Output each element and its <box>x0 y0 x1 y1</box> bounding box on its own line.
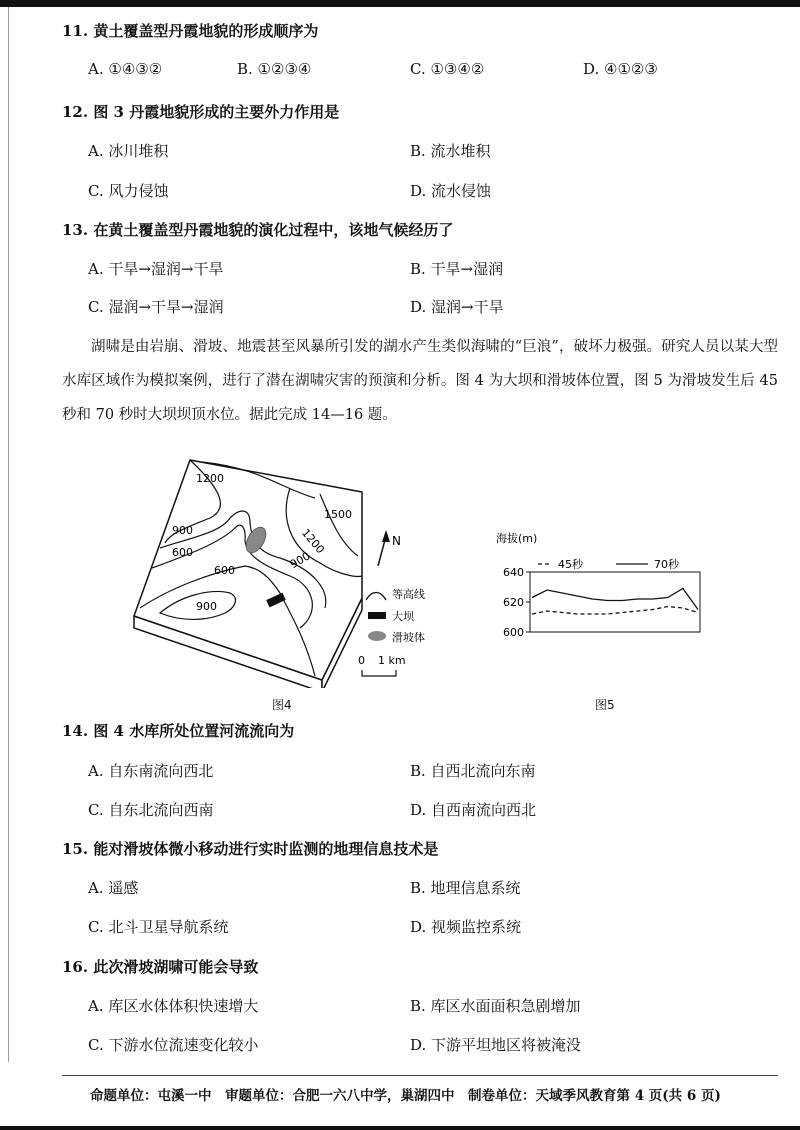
figure-4-caption: 图4 <box>272 698 292 712</box>
q16-option-b: B. 库区水面面积急剧增加 <box>410 997 581 1015</box>
legend-contour-label: 等高线 <box>392 588 425 601</box>
footer-divider <box>62 1075 778 1076</box>
scale-bar <box>362 670 396 676</box>
chart-plot-area <box>503 566 700 639</box>
legend-contour-symbol <box>366 593 386 601</box>
q14-option-b: B. 自西北流向东南 <box>410 762 536 780</box>
left-margin-line <box>8 7 9 1062</box>
legend-landslide-label: 滑坡体 <box>392 631 425 644</box>
q14-option-c: C. 自东北流向西南 <box>88 801 214 819</box>
q12-option-a: A. 冰川堆积 <box>88 142 169 160</box>
q15-stem: 15. 能对滑坡体微小移动进行实时监测的地理信息技术是 <box>62 840 439 858</box>
q12-option-b: B. 流水堆积 <box>410 142 491 160</box>
y-tick-label: 640 <box>503 566 524 579</box>
q16-stem: 16. 此次滑坡湖啸可能会导致 <box>62 958 259 976</box>
q11-option-d: D. ④①②③ <box>583 60 658 78</box>
q12-stem: 12. 图 3 丹霞地貌形成的主要外力作用是 <box>62 103 340 121</box>
legend-dam-label: 大坝 <box>392 610 414 623</box>
q16-option-d: D. 下游平坦地区将被淹没 <box>410 1036 582 1054</box>
figure-4-map <box>130 448 470 688</box>
top-border <box>0 0 800 7</box>
y-tick-label: 600 <box>503 626 524 639</box>
chart-frame <box>530 572 700 632</box>
q15-option-a: A. 遥感 <box>88 879 139 897</box>
contour-label: 1200 <box>298 526 327 557</box>
q14-option-d: D. 自西南流向西北 <box>410 801 537 819</box>
passage-text: 湖啸是由岩崩、滑坡、地震甚至风暴所引发的湖水产生类似海啸的“巨浪”，破坏力极强。研究人员以某大型水库区域作为模拟案例，进行了潜在湖啸灾害的预演和分析。图 4 为大坝和滑坡体位置，图 5 为滑坡发生后 45 秒和 70 秒时大坝坝顶水位。据此完成 14—16 题。 <box>62 339 778 423</box>
q11-option-a: A. ①④③② <box>88 60 163 78</box>
north-label: N <box>392 534 401 548</box>
scale-distance: 1 km <box>378 654 406 667</box>
footer-text: 命题单位：屯溪一中 审题单位：合肥一六八中学，巢湖四中 制卷单位：天域季风教育第 4 页(共 6 页) <box>90 1088 721 1104</box>
bottom-border <box>0 1126 800 1130</box>
q16-option-a: A. 库区水体体积快速增大 <box>88 997 259 1015</box>
q12-option-c: C. 风力侵蚀 <box>88 182 169 200</box>
contour-label: 900 <box>172 524 193 537</box>
contour-label: 900 <box>196 600 217 613</box>
q14-option-a: A. 自东南流向西北 <box>88 762 214 780</box>
scale-zero: 0 <box>358 654 365 667</box>
contour-label: 1200 <box>196 472 224 485</box>
q13-option-a: A. 干旱→湿润→干旱 <box>88 260 224 278</box>
legend-45s-label: 45秒 <box>558 558 583 571</box>
contour-label: 1500 <box>324 508 352 521</box>
q13-option-b: B. 干旱→湿润 <box>410 260 504 278</box>
q15-option-c: C. 北斗卫星导航系统 <box>88 918 229 936</box>
q15-option-d: D. 视频监控系统 <box>410 918 522 936</box>
legend-dam-symbol <box>368 612 386 619</box>
q13-option-d: D. 湿润→干旱 <box>410 298 504 316</box>
figure-5-caption: 图5 <box>595 698 615 712</box>
contour-label: 900 <box>287 549 313 572</box>
q12-option-d: D. 流水侵蚀 <box>410 182 492 200</box>
q11-stem: 11. 黄土覆盖型丹霞地貌的形成顺序为 <box>62 22 319 40</box>
q13-stem: 13. 在黄土覆盖型丹霞地貌的演化过程中，该地气候经历了 <box>62 221 454 239</box>
q15-option-b: B. 地理信息系统 <box>410 879 521 897</box>
q16-option-c: C. 下游水位流速变化较小 <box>88 1036 259 1054</box>
legend-landslide-symbol <box>368 631 386 641</box>
q11-option-b: B. ①②③④ <box>237 60 312 78</box>
figure-5-chart <box>486 528 708 646</box>
legend-70s-label: 70秒 <box>654 558 679 571</box>
chart-y-label: 海拔(m) <box>496 532 538 545</box>
y-tick-label: 620 <box>503 596 524 609</box>
contour-label: 600 <box>214 564 235 577</box>
q14-stem: 14. 图 4 水库所处位置河流流向为 <box>62 722 295 740</box>
contour-label: 600 <box>172 546 193 559</box>
block-top-face <box>134 460 362 680</box>
passage <box>62 330 778 432</box>
north-arrow-head <box>382 530 390 542</box>
q11-option-c: C. ①③④② <box>410 60 485 78</box>
series-line-1 <box>532 589 698 610</box>
q13-option-c: C. 湿润→干旱→湿润 <box>88 298 224 316</box>
series-line-0 <box>532 607 698 615</box>
